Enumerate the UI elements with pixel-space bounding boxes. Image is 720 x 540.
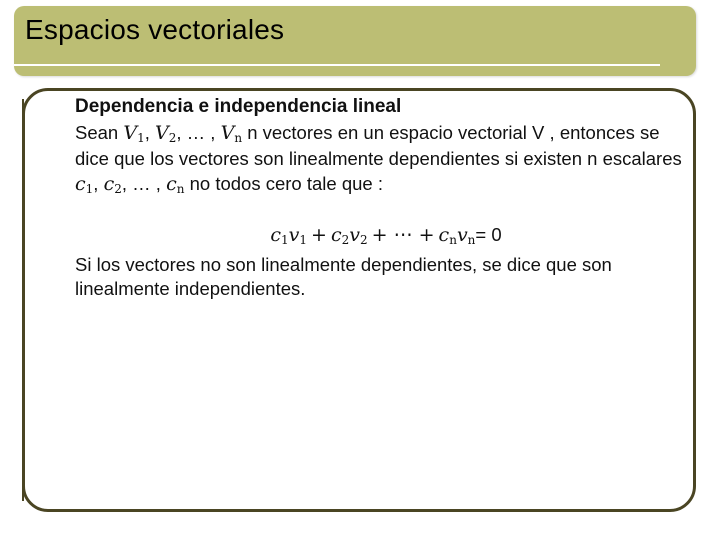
text-segment: Sean [75, 122, 124, 144]
math-v2: $V_2$ [155, 122, 177, 146]
math-v1: $V_1$ [123, 122, 145, 146]
linear-combination-equation [75, 223, 685, 248]
text-segment: n vectores en un espacio vectorial V , entonces se dice que los vectores son linealmente dependientes si existen n escalares [75, 122, 682, 169]
slide-title: Espacios vectoriales [25, 14, 285, 45]
text-segment: , … , [121, 172, 167, 194]
text-segment: , … , [176, 122, 221, 144]
math-cn: $c_n$ [166, 172, 185, 196]
eq-plus: + [311, 224, 327, 247]
independence-paragraph: Si los vectores no son linealmente dependientes, se dice que son linealmente independientes. [75, 253, 612, 300]
text-segment: , [93, 172, 104, 194]
slide-body [75, 94, 685, 302]
math-c2: $c_2$ [103, 172, 122, 196]
eq-term-c2v2: $c_2v_2$ [330, 224, 368, 248]
eq-term-cnvn: $c_nv_n$ [438, 224, 476, 248]
text-segment: no todos cero tale que : [184, 172, 383, 194]
math-vn: $V_n$ [220, 122, 243, 146]
title-underline [14, 64, 660, 66]
section-heading: Dependencia e independencia lineal [75, 96, 402, 117]
text-segment: , [144, 122, 156, 144]
math-c1: $c_1$ [75, 172, 94, 196]
definition-paragraph [75, 121, 685, 197]
eq-rhs: = 0 [475, 224, 502, 246]
eq-term-c1v1: $c_1v_1$ [270, 224, 308, 248]
eq-ellipsis: + ⋯ + [371, 224, 435, 247]
